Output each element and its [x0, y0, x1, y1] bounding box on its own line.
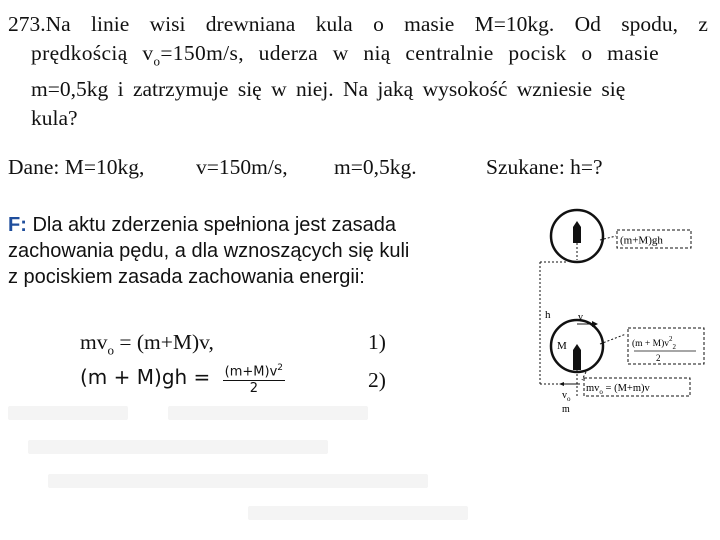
problem-word: spodu, [621, 12, 678, 36]
explanation-line-2: zachowania pędu, a dla wznoszących się kuli [8, 240, 410, 262]
bullet-speed-arrowhead [559, 382, 564, 386]
velocity-label: v [578, 312, 583, 323]
problem-word: kula [315, 12, 353, 36]
problem-word: z [698, 12, 708, 36]
problem-number-and-word: 273.Na [8, 12, 71, 36]
bullet-hit [573, 350, 581, 370]
problem-line-1 [8, 10, 708, 39]
equation-2: (m + M)gh = $\frac{(m+M)v^2}{2}$ [80, 360, 285, 397]
equation-1-number: 1) [368, 330, 386, 354]
problem-line-3: m=0,5kg i zatrzymuje się w niej. Na jaką wysokość wzniesie się [31, 77, 626, 102]
given-v: v=150m/s, [196, 155, 288, 179]
wanted-h: Szukane: h=? [486, 155, 603, 179]
explanation [8, 212, 438, 290]
problem-word: linie [91, 12, 130, 36]
kinetic-denominator: 2 [656, 353, 661, 363]
problem-word: wisi [149, 12, 186, 36]
problem-word: drewniana [205, 12, 296, 36]
given-m: m=0,5kg. [334, 155, 417, 179]
problem-word: masie [404, 12, 455, 36]
problem-line-2: prędkością $v_o=150m/s$, uderza w nią centralnie pocisk o masie [31, 41, 660, 69]
kinetic-energy-label: $(m + M)v^2_2$ [632, 335, 677, 351]
mass-M-label: M [557, 340, 567, 352]
equation-1: $mv_o = (m+M)v$, [80, 330, 214, 358]
problem-word: Od [574, 12, 601, 36]
bullet-mass-label: m [562, 404, 570, 415]
top-energy-label: (m+M)gh [620, 234, 663, 247]
pendulum-diagram [520, 198, 710, 420]
momentum-label: $mv_o = (M+m)v$ [586, 383, 650, 396]
given-dane: Dane: M=10kg, [8, 155, 145, 179]
problem-word: M=10kg. [474, 12, 555, 36]
explanation-label: F: [8, 214, 27, 236]
bullet-raised [573, 227, 581, 243]
problem-statement [8, 10, 708, 133]
problem-word: o [373, 12, 384, 36]
explanation-line-1: F: Dla aktu zderzenia spełniona jest zasada [8, 214, 397, 236]
explanation-line-3: z pociskiem zasada zachowania energii: [8, 266, 365, 288]
equation-2-number: 2) [368, 368, 386, 392]
height-label: h [545, 309, 551, 321]
kinetic-label-pointer [600, 334, 626, 344]
faded-background-text [8, 400, 708, 530]
problem-line-4: kula? [31, 106, 78, 131]
equation-2-fraction: $\frac{(m+M)v^2}{2}$ [223, 360, 285, 397]
bullet-speed-label: $v_o$ [562, 390, 571, 403]
